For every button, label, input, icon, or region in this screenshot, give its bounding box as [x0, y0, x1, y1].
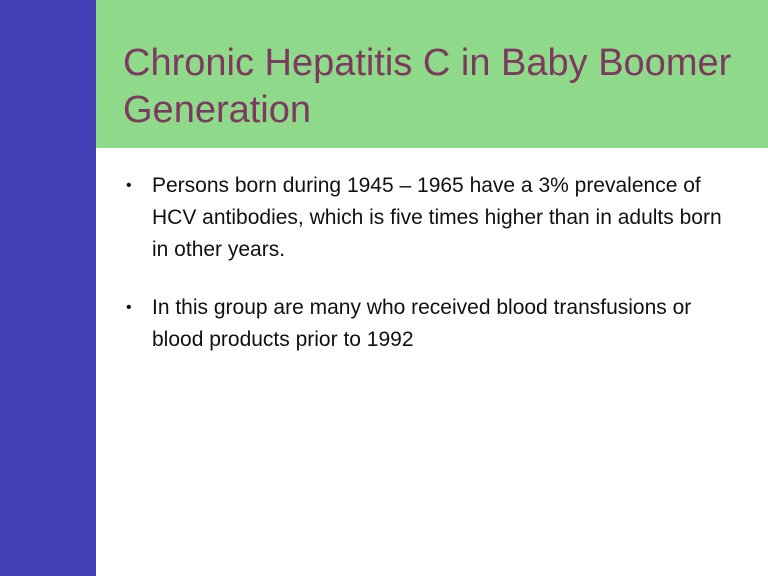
- bullet-item: [126, 170, 726, 266]
- bullet-item: [126, 292, 726, 356]
- bullet-text: Persons born during 1945 – 1965 have a 3% prevalence of HCV antibodies, which is five times higher than in adults born in other years.: [152, 174, 722, 261]
- bullet-icon: •: [126, 299, 132, 316]
- left-accent-bar: [0, 0, 96, 576]
- slide-title: Chronic Hepatitis C in Baby Boomer Generation: [123, 42, 732, 131]
- bullet-list: [126, 170, 726, 382]
- bullet-icon: •: [126, 177, 132, 194]
- bullet-text: In this group are many who received blood transfusions or blood products prior to 1992: [152, 296, 692, 351]
